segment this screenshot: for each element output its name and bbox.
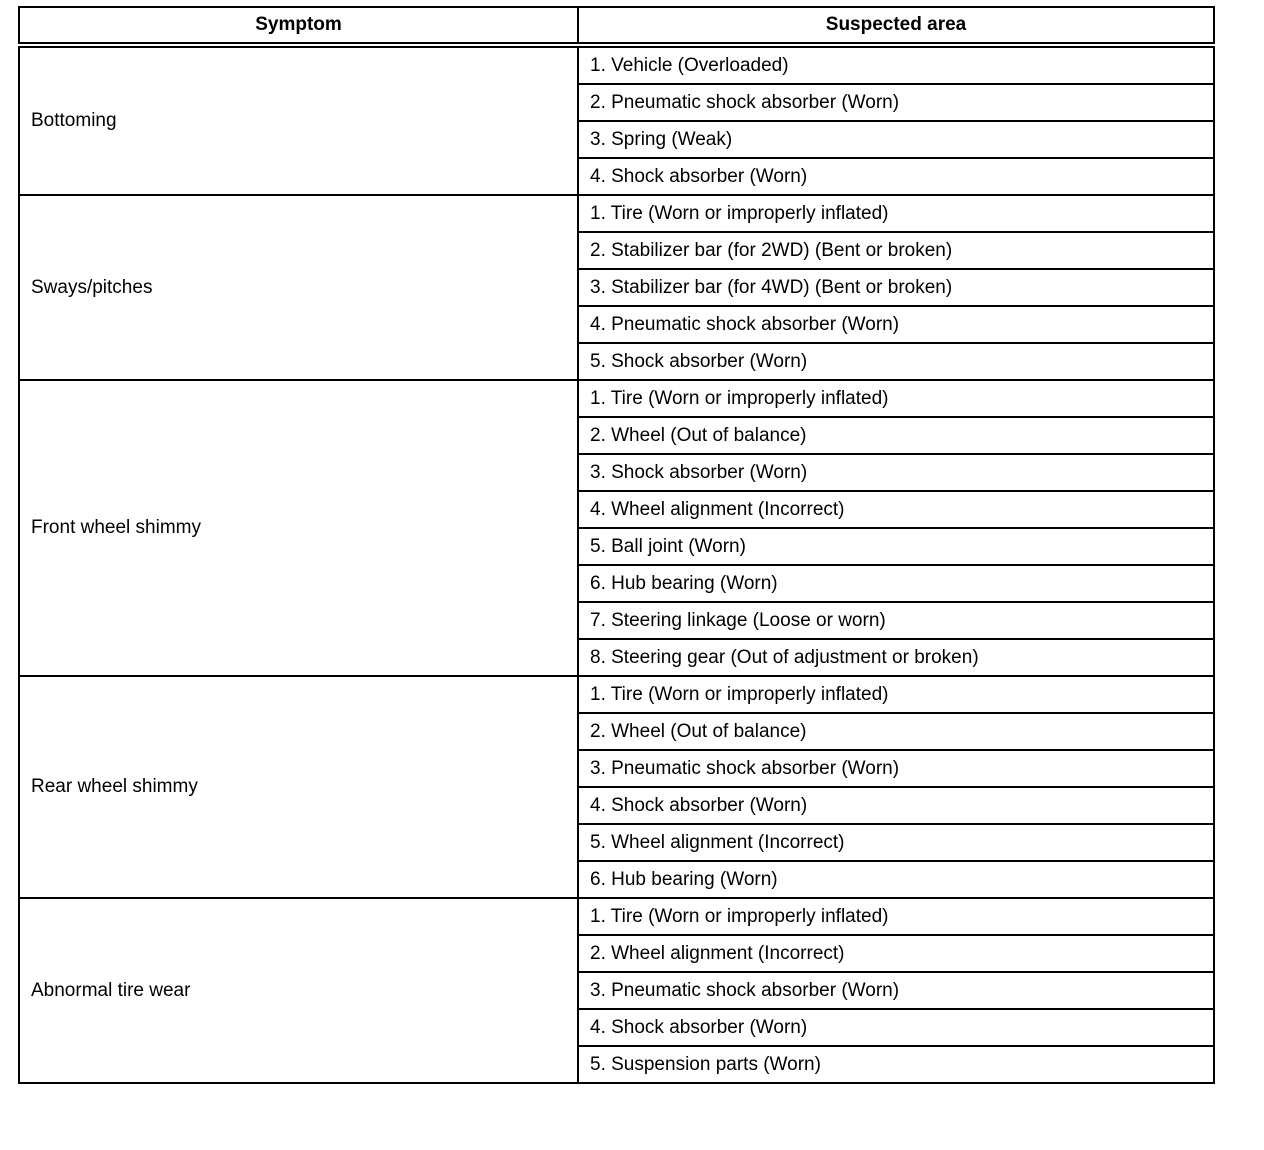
suspected-area-cell: 3. Spring (Weak) bbox=[578, 121, 1214, 158]
suspected-area-cell: 1. Vehicle (Overloaded) bbox=[578, 45, 1214, 84]
suspected-area-cell: 1. Tire (Worn or improperly inflated) bbox=[578, 380, 1214, 417]
suspected-area-cell: 2. Wheel (Out of balance) bbox=[578, 417, 1214, 454]
suspected-area-cell: 5. Ball joint (Worn) bbox=[578, 528, 1214, 565]
suspected-area-cell: 2. Wheel (Out of balance) bbox=[578, 713, 1214, 750]
suspected-area-cell: 3. Pneumatic shock absorber (Worn) bbox=[578, 972, 1214, 1009]
suspected-area-cell: 2. Wheel alignment (Incorrect) bbox=[578, 935, 1214, 972]
suspected-area-cell: 1. Tire (Worn or improperly inflated) bbox=[578, 898, 1214, 935]
suspected-area-cell: 3. Shock absorber (Worn) bbox=[578, 454, 1214, 491]
symptom-cell: Rear wheel shimmy bbox=[19, 676, 578, 898]
table-row bbox=[19, 45, 1214, 84]
suspected-area-cell: 6. Hub bearing (Worn) bbox=[578, 565, 1214, 602]
suspected-area-cell: 8. Steering gear (Out of adjustment or broken) bbox=[578, 639, 1214, 676]
suspected-area-cell: 4. Shock absorber (Worn) bbox=[578, 787, 1214, 824]
suspected-area-cell: 1. Tire (Worn or improperly inflated) bbox=[578, 676, 1214, 713]
suspected-area-cell: 7. Steering linkage (Loose or worn) bbox=[578, 602, 1214, 639]
suspected-area-cell: 4. Shock absorber (Worn) bbox=[578, 1009, 1214, 1046]
suspected-area-cell: 3. Stabilizer bar (for 4WD) (Bent or broken) bbox=[578, 269, 1214, 306]
table-row bbox=[19, 195, 1214, 232]
symptom-cell: Sways/pitches bbox=[19, 195, 578, 380]
symptom-cell: Bottoming bbox=[19, 45, 578, 195]
suspected-area-cell: 1. Tire (Worn or improperly inflated) bbox=[578, 195, 1214, 232]
table-row bbox=[19, 676, 1214, 713]
suspected-area-cell: 5. Shock absorber (Worn) bbox=[578, 343, 1214, 380]
header-symptom: Symptom bbox=[19, 7, 578, 45]
symptom-cell: Abnormal tire wear bbox=[19, 898, 578, 1083]
table-body bbox=[19, 45, 1214, 1083]
suspected-area-cell: 4. Shock absorber (Worn) bbox=[578, 158, 1214, 195]
header-suspected-area: Suspected area bbox=[578, 7, 1214, 45]
table-row bbox=[19, 898, 1214, 935]
suspected-area-cell: 5. Wheel alignment (Incorrect) bbox=[578, 824, 1214, 861]
symptom-table bbox=[18, 6, 1215, 1084]
symptom-cell: Front wheel shimmy bbox=[19, 380, 578, 676]
suspected-area-cell: 2. Stabilizer bar (for 2WD) (Bent or broken) bbox=[578, 232, 1214, 269]
header-row bbox=[19, 7, 1214, 45]
suspected-area-cell: 2. Pneumatic shock absorber (Worn) bbox=[578, 84, 1214, 121]
table-row bbox=[19, 380, 1214, 417]
suspected-area-cell: 4. Wheel alignment (Incorrect) bbox=[578, 491, 1214, 528]
suspected-area-cell: 3. Pneumatic shock absorber (Worn) bbox=[578, 750, 1214, 787]
suspected-area-cell: 6. Hub bearing (Worn) bbox=[578, 861, 1214, 898]
suspected-area-cell: 5. Suspension parts (Worn) bbox=[578, 1046, 1214, 1083]
suspected-area-cell: 4. Pneumatic shock absorber (Worn) bbox=[578, 306, 1214, 343]
